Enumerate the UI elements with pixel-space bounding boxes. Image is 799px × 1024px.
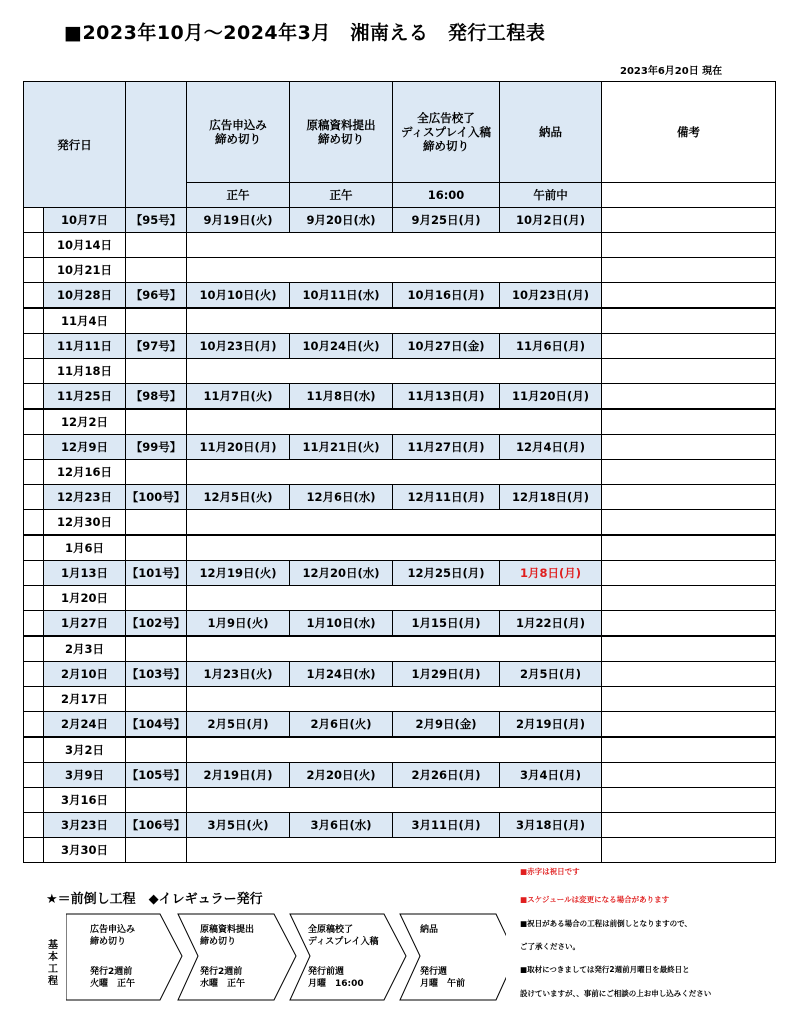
ad-deadline-cell: 1月9日(火) (187, 611, 290, 637)
row-margin-cell (24, 334, 44, 359)
footnote: 設けていますが、、事前にご相談の上お申し込みください (520, 989, 712, 998)
ad-deadline-cell: 12月5日(火) (187, 485, 290, 510)
issue-number-cell: 【97号】 (126, 334, 187, 359)
proof-deadline-cell: 9月25日(月) (393, 208, 500, 233)
issue-date-cell: 2月17日 (44, 687, 126, 712)
delivery-cell: 11月6日(月) (500, 334, 602, 359)
empty-span-cell (187, 838, 602, 863)
proof-deadline-cell: 10月27日(金) (393, 334, 500, 359)
manuscript-deadline-cell: 1月10日(水) (290, 611, 393, 637)
notes-cell (602, 258, 776, 283)
empty-span-cell (187, 788, 602, 813)
delivery-cell: 12月18日(月) (500, 485, 602, 510)
ad-deadline-cell: 2月19日(月) (187, 763, 290, 788)
flow-step-timing: 発行前週 月曜 16:00 (308, 967, 364, 989)
row-margin-cell (24, 662, 44, 687)
delivery-cell: 1月8日(月) (500, 561, 602, 586)
manuscript-deadline-cell: 9月20日(水) (290, 208, 393, 233)
footnote: ご了承ください。 (520, 942, 580, 951)
row-margin-cell (24, 308, 44, 334)
empty-span-cell (187, 737, 602, 763)
notes-cell (602, 535, 776, 561)
header-issue-no (126, 82, 187, 208)
table-row (24, 258, 776, 283)
table-row (24, 460, 776, 485)
notes-cell (602, 737, 776, 763)
ad-deadline-cell: 11月20日(月) (187, 435, 290, 460)
empty-span-cell (187, 586, 602, 611)
notes-cell (602, 788, 776, 813)
table-row (24, 510, 776, 536)
subheader-manuscript-time: 正午 (290, 183, 393, 208)
row-margin-cell (24, 535, 44, 561)
issue-date-cell: 2月24日 (44, 712, 126, 738)
issue-number-cell (126, 409, 187, 435)
issue-number-cell (126, 460, 187, 485)
notes-cell (602, 409, 776, 435)
notes-cell (602, 662, 776, 687)
flow-step-title: 納品 (420, 925, 439, 935)
issue-date-cell: 3月16日 (44, 788, 126, 813)
issue-number-cell: 【102号】 (126, 611, 187, 637)
issue-number-cell (126, 258, 187, 283)
row-margin-cell (24, 561, 44, 586)
manuscript-deadline-cell: 2月20日(火) (290, 763, 393, 788)
row-margin-cell (24, 359, 44, 384)
issue-number-cell (126, 687, 187, 712)
empty-span-cell (187, 535, 602, 561)
header-ad-deadline: 広告申込み 締め切り (187, 82, 290, 183)
issue-number-cell (126, 737, 187, 763)
table-row (24, 712, 776, 738)
issue-date-cell: 11月11日 (44, 334, 126, 359)
row-margin-cell (24, 283, 44, 309)
delivery-cell: 2月5日(月) (500, 662, 602, 687)
notes-cell (602, 586, 776, 611)
flow-step-timing: 発行2週前 水曜 正午 (200, 967, 246, 989)
issue-date-cell: 1月13日 (44, 561, 126, 586)
delivery-cell: 2月19日(月) (500, 712, 602, 738)
issue-date-cell: 2月10日 (44, 662, 126, 687)
ad-deadline-cell: 2月5日(月) (187, 712, 290, 738)
issue-date-cell: 11月4日 (44, 308, 126, 334)
issue-number-cell: 【96号】 (126, 283, 187, 309)
flow-step-title: 全原稿校了 ディスプレイ入稿 (308, 925, 379, 947)
ad-deadline-cell: 9月19日(火) (187, 208, 290, 233)
delivery-cell: 11月20日(月) (500, 384, 602, 410)
proof-deadline-cell: 11月13日(月) (393, 384, 500, 410)
subheader-proof-time: 16:00 (393, 183, 500, 208)
delivery-cell: 12月4日(月) (500, 435, 602, 460)
ad-deadline-cell: 10月23日(月) (187, 334, 290, 359)
notes-cell (602, 813, 776, 838)
proof-deadline-cell: 1月29日(月) (393, 662, 500, 687)
notes-cell (602, 636, 776, 662)
proof-deadline-cell: 10月16日(月) (393, 283, 500, 309)
header-delivery: 納品 (500, 82, 602, 183)
row-margin-cell (24, 435, 44, 460)
issue-date-cell: 12月30日 (44, 510, 126, 536)
notes-cell (602, 460, 776, 485)
table-row (24, 737, 776, 763)
header-issue-date: 発行日 (24, 82, 126, 208)
empty-span-cell (187, 308, 602, 334)
issue-date-cell: 12月23日 (44, 485, 126, 510)
flow-step-title: 原稿資料提出 締め切り (200, 925, 255, 947)
table-row (24, 308, 776, 334)
manuscript-deadline-cell: 11月8日(水) (290, 384, 393, 410)
row-margin-cell (24, 510, 44, 536)
notes-cell (602, 510, 776, 536)
notes-cell (602, 763, 776, 788)
issue-number-cell: 【100号】 (126, 485, 187, 510)
page-title: ■2023年10月～2024年3月 湘南える 発行工程表 (64, 22, 546, 44)
notes-cell (602, 435, 776, 460)
notes-cell (602, 384, 776, 410)
issue-number-cell: 【106号】 (126, 813, 187, 838)
row-margin-cell (24, 788, 44, 813)
footnote: ■赤字は祝日です (520, 867, 580, 876)
empty-span-cell (187, 359, 602, 384)
delivery-cell: 3月4日(月) (500, 763, 602, 788)
row-margin-cell (24, 460, 44, 485)
notes-cell (602, 283, 776, 309)
issue-number-cell (126, 510, 187, 536)
proof-deadline-cell: 12月25日(月) (393, 561, 500, 586)
notes-cell (602, 712, 776, 738)
proof-deadline-cell: 3月11日(月) (393, 813, 500, 838)
issue-date-cell: 12月2日 (44, 409, 126, 435)
row-margin-cell (24, 687, 44, 712)
issue-number-cell (126, 788, 187, 813)
table-row (24, 636, 776, 662)
table-row (24, 813, 776, 838)
footnote: ■祝日がある場合の工程は前倒しとなりますので、 (520, 919, 692, 928)
issue-number-cell (126, 233, 187, 258)
table-row (24, 788, 776, 813)
table-row (24, 435, 776, 460)
notes-cell (602, 233, 776, 258)
issue-date-cell: 10月7日 (44, 208, 126, 233)
row-margin-cell (24, 813, 44, 838)
proof-deadline-cell: 1月15日(月) (393, 611, 500, 637)
row-margin-cell (24, 712, 44, 738)
empty-span-cell (187, 409, 602, 435)
delivery-cell: 1月22日(月) (500, 611, 602, 637)
row-margin-cell (24, 384, 44, 410)
ad-deadline-cell: 11月7日(火) (187, 384, 290, 410)
notes-cell (602, 611, 776, 637)
ad-deadline-cell: 1月23日(火) (187, 662, 290, 687)
notes-cell (602, 208, 776, 233)
issue-number-cell: 【99号】 (126, 435, 187, 460)
proof-deadline-cell: 12月11日(月) (393, 485, 500, 510)
row-margin-cell (24, 409, 44, 435)
subheader-delivery-time: 午前中 (500, 183, 602, 208)
issue-date-cell: 1月27日 (44, 611, 126, 637)
issue-number-cell (126, 586, 187, 611)
issue-date-cell: 12月9日 (44, 435, 126, 460)
notes-cell (602, 485, 776, 510)
issue-date-cell: 11月25日 (44, 384, 126, 410)
table-row (24, 208, 776, 233)
ad-deadline-cell: 12月19日(火) (187, 561, 290, 586)
flow-step-title: 広告申込み 締め切り (90, 925, 136, 947)
table-row (24, 687, 776, 712)
footnote: ■取材につきましては発行2週前月曜日を最終日と (520, 965, 690, 974)
issue-number-cell (126, 636, 187, 662)
table-row (24, 611, 776, 637)
subheader-ad-time: 正午 (187, 183, 290, 208)
row-margin-cell (24, 763, 44, 788)
row-margin-cell (24, 208, 44, 233)
issue-number-cell: 【103号】 (126, 662, 187, 687)
issue-date-cell: 2月3日 (44, 636, 126, 662)
row-margin-cell (24, 838, 44, 863)
delivery-cell: 10月2日(月) (500, 208, 602, 233)
proof-deadline-cell: 11月27日(月) (393, 435, 500, 460)
as-of-date: 2023年6月20日 現在 (620, 66, 723, 77)
table-row (24, 662, 776, 687)
row-margin-cell (24, 258, 44, 283)
issue-number-cell (126, 838, 187, 863)
footnote: ■スケジュールは変更になる場合があります (520, 895, 670, 904)
issue-date-cell: 10月14日 (44, 233, 126, 258)
issue-date-cell: 1月20日 (44, 586, 126, 611)
table-row (24, 359, 776, 384)
issue-date-cell: 11月18日 (44, 359, 126, 384)
table-row (24, 586, 776, 611)
manuscript-deadline-cell: 1月24日(水) (290, 662, 393, 687)
table-row (24, 283, 776, 309)
table-row (24, 535, 776, 561)
table-row (24, 763, 776, 788)
subheader-notes-blank (602, 183, 776, 208)
empty-span-cell (187, 687, 602, 712)
header-manuscript-deadline: 原稿資料提出 締め切り (290, 82, 393, 183)
issue-number-cell: 【104号】 (126, 712, 187, 738)
issue-date-cell: 3月9日 (44, 763, 126, 788)
empty-span-cell (187, 233, 602, 258)
table-row (24, 485, 776, 510)
table-row (24, 561, 776, 586)
empty-span-cell (187, 636, 602, 662)
notes-cell (602, 334, 776, 359)
issue-number-cell (126, 308, 187, 334)
issue-date-cell: 1月6日 (44, 535, 126, 561)
delivery-cell: 10月23日(月) (500, 283, 602, 309)
issue-date-cell: 10月28日 (44, 283, 126, 309)
basic-process-label: 基 本 工 程 (48, 940, 58, 987)
notes-cell (602, 359, 776, 384)
row-margin-cell (24, 586, 44, 611)
table-row (24, 838, 776, 863)
issue-number-cell: 【95号】 (126, 208, 187, 233)
empty-span-cell (187, 510, 602, 536)
header-notes: 備考 (602, 82, 776, 183)
notes-cell (602, 687, 776, 712)
header-proof-deadline: 全広告校了 ディスプレイ入稿 締め切り (393, 82, 500, 183)
manuscript-deadline-cell: 10月24日(火) (290, 334, 393, 359)
issue-number-cell: 【101号】 (126, 561, 187, 586)
row-margin-cell (24, 737, 44, 763)
table-row (24, 233, 776, 258)
table-row (24, 334, 776, 359)
table-row (24, 409, 776, 435)
manuscript-deadline-cell: 12月20日(水) (290, 561, 393, 586)
issue-number-cell (126, 359, 187, 384)
issue-date-cell: 3月30日 (44, 838, 126, 863)
schedule-table (23, 81, 776, 863)
issue-number-cell (126, 535, 187, 561)
row-margin-cell (24, 233, 44, 258)
ad-deadline-cell: 3月5日(火) (187, 813, 290, 838)
manuscript-deadline-cell: 10月11日(水) (290, 283, 393, 309)
notes-cell (602, 838, 776, 863)
row-margin-cell (24, 636, 44, 662)
manuscript-deadline-cell: 3月6日(水) (290, 813, 393, 838)
proof-deadline-cell: 2月9日(金) (393, 712, 500, 738)
notes-cell (602, 308, 776, 334)
proof-deadline-cell: 2月26日(月) (393, 763, 500, 788)
issue-number-cell: 【98号】 (126, 384, 187, 410)
manuscript-deadline-cell: 12月6日(水) (290, 485, 393, 510)
delivery-cell: 3月18日(月) (500, 813, 602, 838)
table-row (24, 384, 776, 410)
flow-step-timing: 発行週 月曜 午前 (420, 967, 466, 989)
issue-date-cell: 3月2日 (44, 737, 126, 763)
row-margin-cell (24, 611, 44, 637)
issue-date-cell: 12月16日 (44, 460, 126, 485)
empty-span-cell (187, 460, 602, 485)
row-margin-cell (24, 485, 44, 510)
manuscript-deadline-cell: 11月21日(火) (290, 435, 393, 460)
flow-step-timing: 発行2週前 火曜 正午 (90, 967, 136, 989)
legend: ★＝前倒し工程 ◆イレギュラー発行 (46, 892, 263, 907)
issue-date-cell: 10月21日 (44, 258, 126, 283)
issue-date-cell: 3月23日 (44, 813, 126, 838)
manuscript-deadline-cell: 2月6日(火) (290, 712, 393, 738)
empty-span-cell (187, 258, 602, 283)
notes-cell (602, 561, 776, 586)
ad-deadline-cell: 10月10日(火) (187, 283, 290, 309)
issue-number-cell: 【105号】 (126, 763, 187, 788)
